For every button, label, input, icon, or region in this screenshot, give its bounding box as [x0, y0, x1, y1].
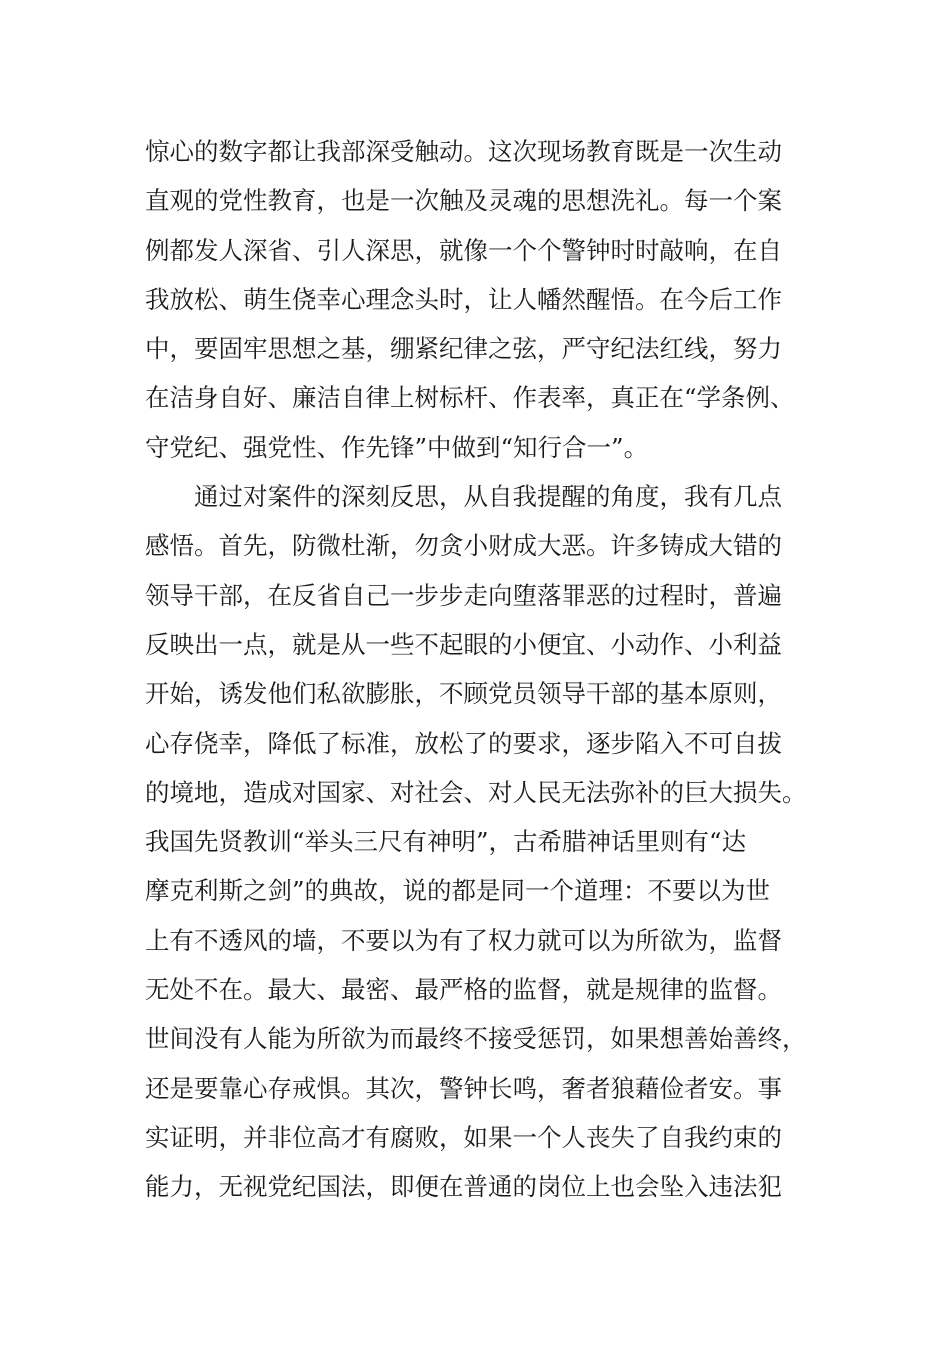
body-text	[145, 127, 825, 1359]
text-line: 守党纪、强党性、作先锋”中做到“知行合一”。	[145, 432, 649, 462]
text-line: 心存侥幸，降低了标准，放松了的要求，逐步陷入不可自拔	[145, 728, 782, 758]
paragraph-2	[145, 472, 825, 1359]
text-line: 通过对案件的深刻反思，从自我提醒的角度，我有几点	[194, 482, 782, 512]
text-line: 摩克利斯之剑”的典故，说的都是同一个道理：不要以为世	[145, 876, 771, 906]
text-line: 中，要固牢思想之基，绷紧纪律之弦，严守纪法红线，努力	[145, 334, 782, 364]
text-line: 实证明，并非位高才有腐败，如果一个人丧失了自我约束的	[145, 1122, 782, 1152]
text-line: 上有不透风的墙，不要以为有了权力就可以为所欲为，监督	[145, 925, 782, 955]
text-line: 感悟。首先，防微杜渐，勿贪小财成大恶。许多铸成大错的	[145, 531, 782, 561]
text-line: 的境地，造成对国家、对社会、对人民无法弥补的巨大损失。	[145, 777, 807, 807]
text-line: 惊心的数字都让我部深受触动。这次现场教育既是一次生动	[145, 137, 782, 166]
text-line: 开始，诱发他们私欲膨胀，不顾党员领导干部的基本原则，	[145, 679, 782, 709]
text-line: 无处不在。最大、最密、最严格的监督，就是规律的监督。	[145, 975, 782, 1005]
text-line: 反映出一点，就是从一些不起眼的小便宜、小动作、小利益	[145, 629, 782, 659]
text-line	[145, 1310, 825, 1359]
text-line: 能力，无视党纪国法，即便在普通的岗位上也会坠入违法犯	[145, 1172, 782, 1202]
text-line	[145, 1261, 825, 1310]
text-line: 领导干部，在反省自己一步步走向堕落罪恶的过程时，普遍	[145, 580, 782, 610]
text-line: 还是要靠心存戒惧。其次，警钟长鸣，奢者狼藉俭者安。事	[145, 1073, 782, 1103]
text-line: 在洁身自好、廉洁自律上树标杆、作表率，真正在“学条例、	[145, 383, 795, 413]
text-line: 世间没有人能为所欲为而最终不接受惩罚，如果想善始善终，	[145, 1024, 807, 1054]
paragraph-1	[145, 127, 825, 472]
text-line: 我放松、萌生侥幸心理念头时，让人幡然醒悟。在今后工作	[145, 284, 782, 314]
text-line: 我国先贤教训“举头三尺有神明”，古希腊神话里则有“达	[145, 827, 747, 857]
text-line: 直观的党性教育，也是一次触及灵魂的思想洗礼。每一个案	[145, 186, 782, 216]
text-line: 例都发人深省、引人深思，就像一个个警钟时时敲响，在自	[145, 235, 782, 265]
text-line	[145, 1212, 825, 1261]
